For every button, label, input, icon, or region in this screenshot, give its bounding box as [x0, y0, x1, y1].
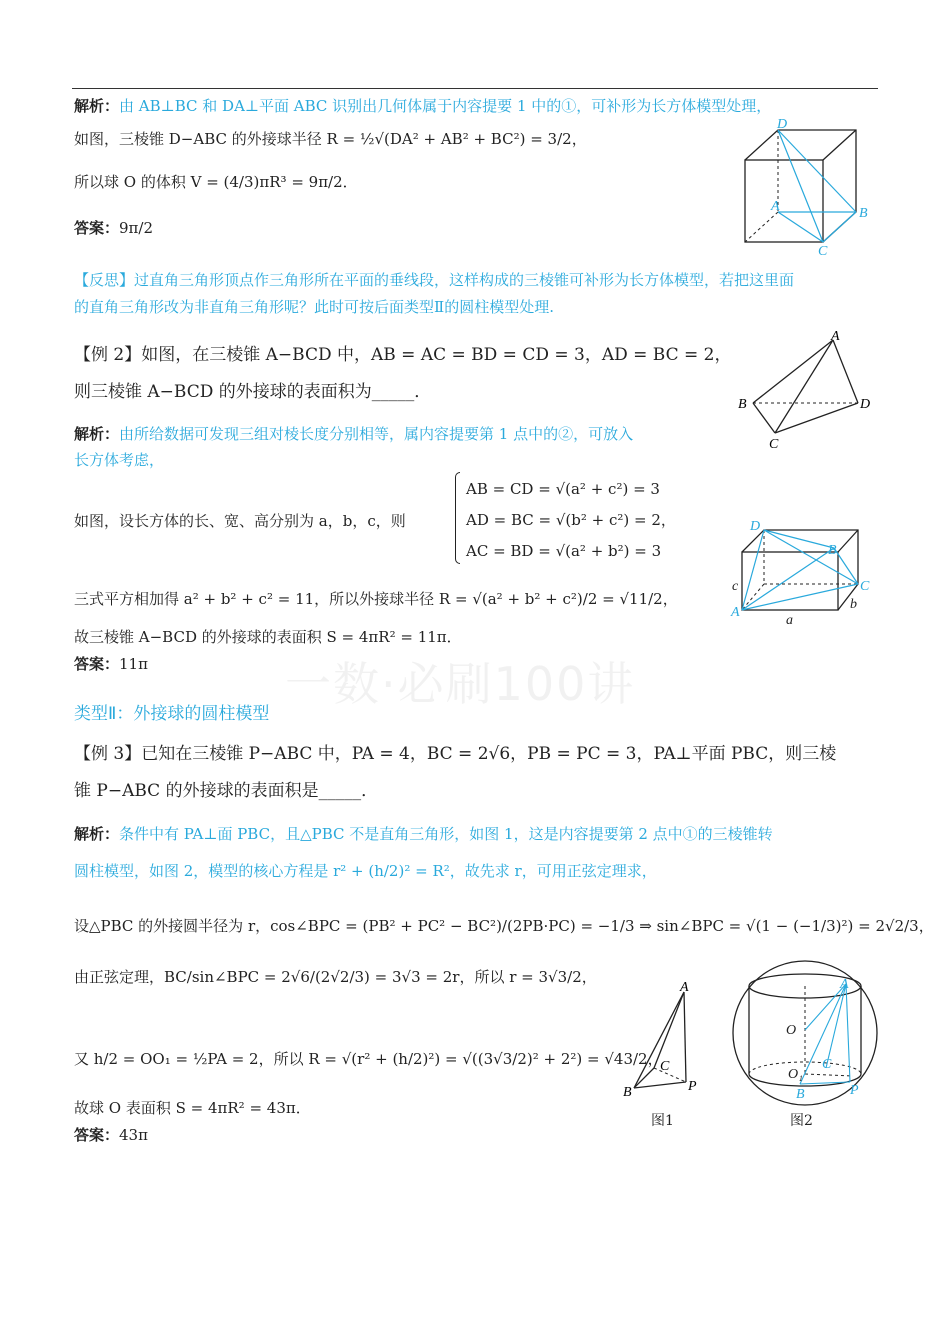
vertex-A: A — [831, 329, 840, 344]
ex2-analysis-text: 由所给数据可发现三组对棱长度分别相等，属内容提要第 1 点中的②，可放入 — [119, 425, 634, 443]
vertex-B: B — [828, 543, 837, 558]
answer-label: 答案： — [74, 219, 120, 237]
ex2-setup: 如图，设长方体的长、宽、高分别为 a，b，c，则 — [74, 512, 406, 530]
ex3-question-2: 锥 P−ABC 的外接球的表面积是_____． — [74, 781, 379, 801]
ex1-analysis-text: 由 AB⊥BC 和 DA⊥平面 ABC 识别出几何体属于内容提要 1 中的①，可补形为长方体模型处理， — [119, 97, 772, 115]
vertex-C: C — [860, 579, 870, 594]
vertex-B: B — [796, 1087, 805, 1102]
ex1-analysis — [74, 97, 771, 115]
vertex-B: B — [623, 1085, 632, 1100]
ex3-radius-line: 又 h/2 = OO₁ = ½PA = 2，所以 R = √(r² + (h/2)²) = √((3√3/2)² + 2²) = √43/2， — [74, 1050, 663, 1068]
vertex-C: C — [769, 437, 779, 452]
ex3-figure-1 — [620, 978, 710, 1103]
center-O1: O₁ — [788, 1067, 803, 1082]
ex1-radius-line: 如图，三棱锥 D−ABC 的外接球半径 R = ½√(DA² + AB² + BC²) = 3/2， — [74, 130, 587, 148]
ex2-answer — [74, 655, 148, 673]
ex3-sine-line: 由正弦定理，BC/sin∠BPC = 2√6/(2√2/3) = 3√3 = 2r，所以 r = 3√3/2， — [74, 968, 597, 986]
ex3-figure-2 — [728, 958, 883, 1108]
ex2-eq-3: AC = BD = √(a² + b²) = 3 — [466, 542, 662, 560]
vertex-P: P — [688, 1079, 697, 1094]
ex2-box-figure — [728, 518, 878, 628]
ex1-answer — [74, 219, 153, 237]
vertex-A: A — [840, 977, 849, 992]
ex3-area-line: 故球 O 表面积 S = 4πR² = 43π． — [74, 1099, 311, 1117]
ex1-volume-line: 所以球 O 的体积 V = (4/3)πR³ = 9π/2． — [74, 173, 358, 191]
ex2-tetrahedron-figure — [733, 328, 878, 453]
ex1-reflection: 【反思】过直角三角形顶点作三角形所在平面的垂线段，这样构成的三棱锥可补形为长方体模型，若把这里面 — [74, 271, 795, 289]
vertex-A: A — [771, 199, 780, 214]
ex2-eq-1: AB = CD = √(a² + c²) = 3 — [466, 480, 660, 498]
ex3-question-1: 【例 3】已知在三棱锥 P−ABC 中，PA = 4，BC = 2√6，PB = PC = 3，PA⊥平面 PBC，则三棱 — [74, 744, 837, 764]
vertex-D: D — [860, 397, 871, 412]
fig1-caption: 图1 — [651, 1113, 674, 1129]
fig2-caption: 图2 — [790, 1113, 813, 1129]
analysis-label: 解析： — [74, 425, 120, 443]
edge-b: b — [850, 597, 857, 612]
watermark: 一数·必刷100讲 — [285, 657, 636, 711]
ex2-answer-value: 11π — [119, 655, 148, 673]
ex1-reflection-2: 的直角三角形改为非直角三角形呢？此时可按后面类型Ⅱ的圆柱模型处理. — [74, 298, 554, 316]
vertex-B: B — [859, 206, 868, 221]
ex2-eq-2: AD = BC = √(b² + c²) = 2， — [466, 511, 676, 529]
ex3-analysis-text: 条件中有 PA⊥面 PBC，且△PBC 不是直角三角形，如图 1，这是内容提要第 2 点中①的三棱锥转 — [119, 825, 773, 843]
vertex-A: A — [731, 605, 740, 620]
vertex-B: B — [738, 397, 747, 412]
ex2-analysis-2: 长方体考虑， — [74, 451, 165, 469]
ex2-question-1: 【例 2】如图，在三棱锥 A−BCD 中，AB = AC = BD = CD = 3，AD = BC = 2， — [74, 345, 732, 365]
ex2-analysis — [74, 425, 633, 443]
ex2-area-line: 故三棱锥 A−BCD 的外接球的表面积 S = 4πR² = 11π． — [74, 628, 462, 646]
ex3-answer-value: 43π — [119, 1126, 148, 1144]
ex3-analysis-2: 圆柱模型，如图 2，模型的核心方程是 r² + (h/2)² = R²，故先求 r，可用正弦定理求， — [74, 862, 657, 880]
header-rule — [72, 88, 878, 89]
center-O: O — [786, 1023, 797, 1038]
vertex-D: D — [750, 519, 761, 534]
ex2-question-2: 则三棱锥 A−BCD 的外接球的表面积为_____． — [74, 382, 432, 402]
vertex-D: D — [777, 118, 788, 132]
ex3-cos-line: 设△PBC 的外接圆半径为 r，cos∠BPC = (PB² + PC² − BC²)/(2PB·PC) = −1/3 ⇒ sin∠BPC = √(1 − (−1/3)²) = 2√2/3， — [74, 917, 934, 935]
answer-label: 答案： — [74, 1126, 120, 1144]
analysis-label: 解析： — [74, 97, 120, 115]
vertex-C: C — [818, 244, 828, 258]
answer-label: 答案： — [74, 655, 120, 673]
edge-a: a — [786, 613, 793, 628]
ex1-answer-value: 9π/2 — [119, 219, 154, 237]
ex1-box-figure — [735, 118, 875, 258]
vertex-P: P — [850, 1083, 859, 1098]
vertex-C: C — [822, 1057, 832, 1072]
vertex-A: A — [680, 980, 689, 995]
type2-heading: 类型Ⅱ：外接球的圆柱模型 — [74, 704, 270, 724]
ex3-analysis — [74, 825, 773, 843]
ex2-sum-line: 三式平方相加得 a² + b² + c² = 11，所以外接球半径 R = √(a² + b² + c²)/2 = √11/2， — [74, 590, 678, 608]
ex3-answer — [74, 1126, 148, 1144]
ex2-system-brace — [455, 472, 460, 564]
vertex-C: C — [660, 1059, 670, 1074]
analysis-label: 解析： — [74, 825, 120, 843]
edge-c: c — [732, 579, 739, 594]
